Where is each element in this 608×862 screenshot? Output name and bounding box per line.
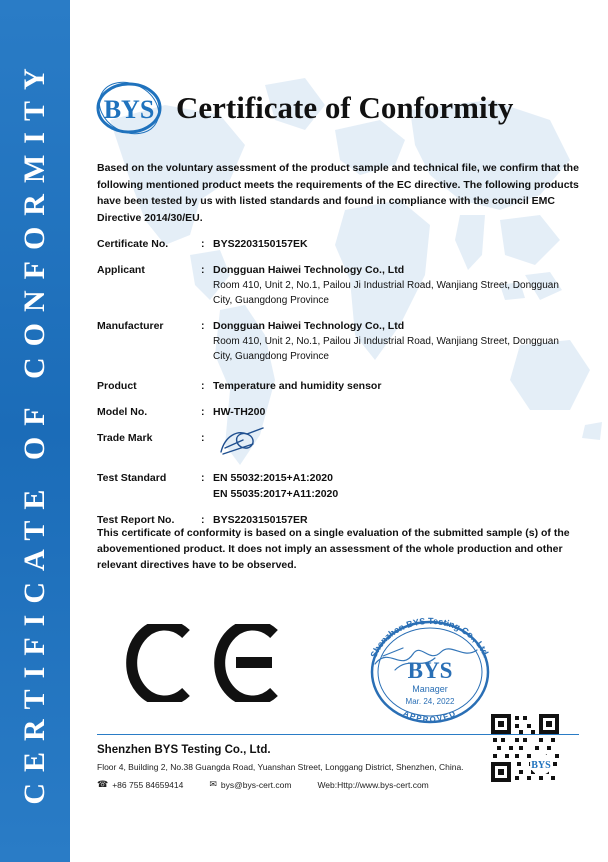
bys-logo xyxy=(96,80,166,136)
fields-table xyxy=(97,236,579,531)
field-value: Dongguan Haiwei Technology Co., Ltd xyxy=(213,264,405,276)
footer-company-name: Shenzhen BYS Testing Co., Ltd. xyxy=(97,744,271,756)
certificate-content xyxy=(70,0,608,862)
trade-mark-logo-icon xyxy=(213,426,283,460)
footer-address: Floor 4, Building 2, No.38 Guangda Road, Yuanshan Street, Longgang District, Shenzhen, China. xyxy=(97,762,464,772)
field-model-no xyxy=(97,404,579,420)
certificate-header xyxy=(96,78,582,138)
field-label: Test Standard xyxy=(97,472,167,484)
sidebar-vertical-title: CERTIFICATE OF CONFORMITY xyxy=(18,57,51,805)
field-colon: : xyxy=(201,472,205,484)
intro-paragraph: Based on the voluntary assessment of the product sample and technical file, we confirm that the following mentioned product meets the requirements of the EC directive. The following products have been tested by us with listed standards and found in compliance with the council EMC Directive 2014/30/EU. xyxy=(97,162,579,224)
field-colon: : xyxy=(201,432,205,444)
field-colon: : xyxy=(201,264,205,276)
field-value: Temperature and humidity sensor xyxy=(213,380,382,392)
field-value: BYS2203150157ER xyxy=(213,514,308,526)
field-test-standard xyxy=(97,470,579,502)
field-value: BYS2203150157EK xyxy=(213,238,308,250)
footer-web-text[interactable]: Web:Http://www.bys-cert.com xyxy=(317,779,429,790)
field-value-line-1: EN 55032:2015+A1:2020 xyxy=(213,472,333,484)
field-value: Dongguan Haiwei Technology Co., Ltd xyxy=(213,320,405,332)
stamp-center-text: BYS xyxy=(407,658,453,683)
stamp-date-text: Mar. 24, 2022 xyxy=(405,697,455,706)
field-label: Test Report No. xyxy=(97,514,175,526)
svg-text:BYS: BYS xyxy=(103,95,155,124)
footer-contact-row xyxy=(97,779,579,790)
left-blue-band xyxy=(0,0,70,862)
field-label: Applicant xyxy=(97,264,145,276)
field-colon: : xyxy=(201,514,205,526)
field-trade-mark xyxy=(97,430,579,460)
stamp-top-arc-text: Shenzhen BYS Testing Co., Ltd. xyxy=(368,615,492,660)
stamp-role-text: Manager xyxy=(412,684,448,694)
field-manufacturer xyxy=(97,318,579,364)
field-label: Manufacturer xyxy=(97,320,164,332)
field-label: Model No. xyxy=(97,406,148,418)
stamp-bottom-arc-text: APPROVED xyxy=(401,708,459,725)
qr-center-label: BYS xyxy=(531,760,551,771)
footer-phone-text: +86 755 84659414 xyxy=(112,779,184,790)
field-applicant xyxy=(97,262,579,308)
field-address: Room 410, Unit 2, No.1, Pailou Ji Industrial Road, Wanjiang Street, Dongguan City, Guangdong Province xyxy=(213,336,559,362)
field-colon: : xyxy=(201,380,205,392)
field-label: Product xyxy=(97,380,137,392)
footer-email-text[interactable]: bys@bys-cert.com xyxy=(220,779,292,790)
field-value: HW-TH200 xyxy=(213,406,266,418)
field-address: Room 410, Unit 2, No.1, Pailou Ji Industrial Road, Wanjiang Street, Dongguan City, Guangdong Province xyxy=(213,280,559,306)
phone-icon: ☎ xyxy=(97,779,109,789)
svg-text:APPROVED xyxy=(402,708,458,724)
closing-statement: This certificate of conformity is based on a single evaluation of the submitted sample (s) of the abovementioned product. It does not imply an assessment of the whole production and other relevant directives have to be observed. xyxy=(97,527,570,571)
approval-stamp xyxy=(355,612,505,730)
footer-email[interactable] xyxy=(209,779,291,790)
footer-phone xyxy=(97,779,183,790)
field-label: Certificate No. xyxy=(97,238,169,250)
envelope-icon: ✉ xyxy=(209,779,217,789)
ce-mark-icon xyxy=(124,624,294,702)
field-product xyxy=(97,378,579,394)
field-colon: : xyxy=(201,406,205,418)
field-colon: : xyxy=(201,320,205,332)
field-value-line-2: EN 55035:2017+A11:2020 xyxy=(213,488,339,500)
field-label: Trade Mark xyxy=(97,432,153,444)
footer xyxy=(97,740,579,790)
field-certificate-no xyxy=(97,236,579,252)
field-colon: : xyxy=(201,238,205,250)
footer-divider xyxy=(97,734,579,735)
footer-web[interactable] xyxy=(317,780,428,790)
page-title: Certificate of Conformity xyxy=(176,90,514,125)
